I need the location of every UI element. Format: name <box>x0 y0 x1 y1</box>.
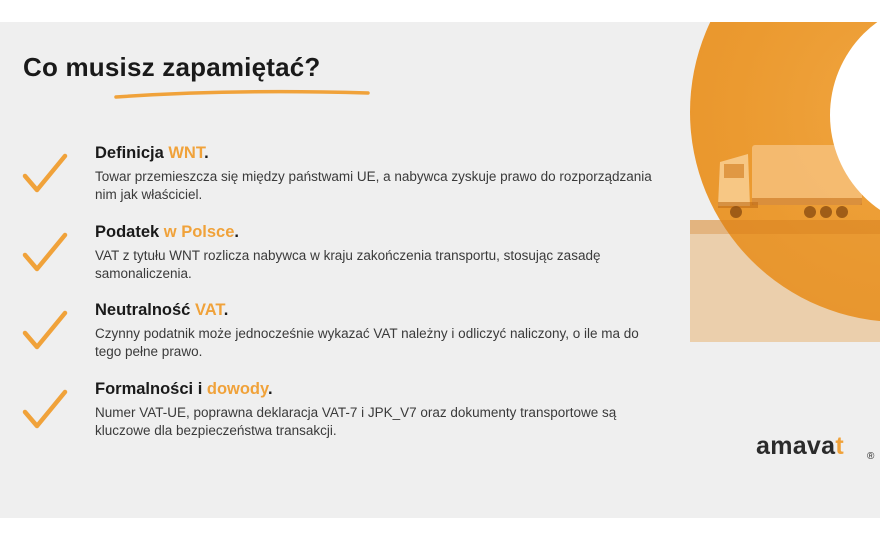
item-description: VAT z tytułu WNT rozlicza nabywca w kraju zakończenia transportu, stosując zasadę samonaliczenia. <box>95 248 601 281</box>
item-title: Neutralność VAT. <box>95 301 229 319</box>
checkmark-icon <box>22 307 68 353</box>
item-description: Towar przemieszcza się między państwami UE, a nabywca zyskuje prawo do rozporządzania nim jak właściciel. <box>95 169 652 202</box>
registered-mark: ® <box>867 451 875 462</box>
page-title: Co musisz zapamiętać? <box>23 52 321 82</box>
item-title-highlight: w Polsce <box>163 223 235 241</box>
item-title-highlight: dowody <box>206 380 268 398</box>
item-title: Formalności i dowody. <box>95 380 273 398</box>
checkmark-icon <box>22 150 68 196</box>
checkmark-icon <box>22 229 68 275</box>
item-title: Podatek w Polsce. <box>95 223 239 241</box>
item-title: Definicja WNT. <box>95 144 209 162</box>
title-underline-stroke <box>113 87 371 101</box>
item-title-highlight: WNT <box>168 144 205 162</box>
brand-logo: amavat <box>756 432 844 460</box>
item-title-highlight: VAT <box>194 301 224 319</box>
item-description: Czynny podatnik może jednocześnie wykazać VAT należny i odliczyć naliczony, o ile ma do tego pełne prawo. <box>95 326 639 359</box>
checkmark-icon <box>22 386 68 432</box>
item-description: Numer VAT-UE, poprawna deklaracja VAT-7 i JPK_V7 oraz dokumenty transportowe są kluczowe dla bezpieczeństwa transakcji. <box>95 405 617 438</box>
